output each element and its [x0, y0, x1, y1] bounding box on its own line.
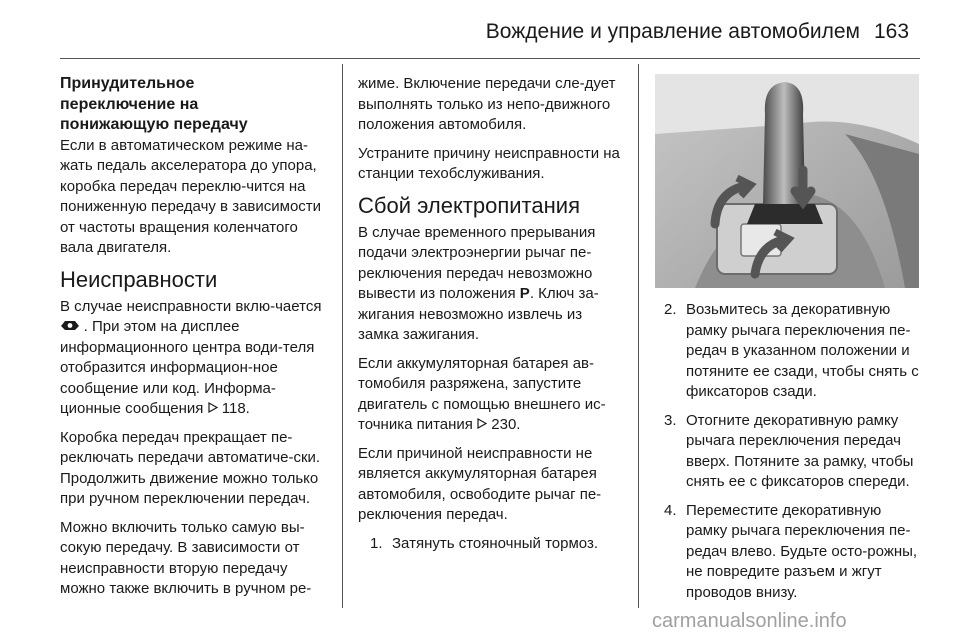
column-divider-1 — [342, 64, 343, 608]
heading-line: понижающую передачу — [60, 116, 248, 133]
text: В случае временного прерывания подачи электроэнергии рычаг пе-реключения передач невозможно вывести из положения — [358, 223, 596, 302]
list-text: Затянуть стояночный тормоз. — [392, 534, 599, 552]
list-number: 3. — [664, 411, 677, 429]
page-reference[interactable]: 118. — [221, 400, 250, 417]
paragraph: Устраните причину неисправности на станции техобслуживания. — [358, 144, 620, 182]
paragraph — [358, 354, 624, 436]
text: В случае неисправности вклю-чается — [60, 297, 322, 315]
list-number: 1. — [370, 534, 383, 552]
page-reference-icon — [477, 416, 487, 433]
gear-position-p: P — [519, 285, 530, 302]
list-item — [370, 534, 624, 555]
list-text: Переместите декоративную рамку рычага переключения пе-редач влево. Будьте осто-рожны, не повредите разъем и жгут проводов внизу. — [686, 501, 918, 601]
header-rule — [60, 58, 920, 59]
page-number: 163 — [874, 20, 910, 43]
paragraph — [60, 297, 326, 420]
list-item — [664, 300, 922, 403]
section-heading-kickdown — [60, 74, 326, 136]
list-number: 4. — [664, 501, 677, 519]
header-title: Вождение и управление автомобилем — [485, 20, 860, 43]
gearbox-warning-icon — [60, 319, 84, 334]
text: Если аккумуляторная батарея ав-томобиля разряжена, запустите двигатель с помощью внешнего ис-точника питания — [358, 354, 606, 433]
list-text: Возьмитесь за декоративную рамку рычага переключения пе-редач в указанном положении и потяните ее сзади, чтобы снять с фиксаторов сзади. — [686, 301, 919, 400]
heading-line: Принудительное — [60, 75, 195, 92]
text: . Ключ за-жигания невозможно извлечь из замка зажигания. — [358, 285, 599, 343]
paragraph: Если причиной неисправности не является аккумуляторная батарея автомобиля, освободите рычаг пе-реключения передач. — [358, 444, 602, 523]
text: . При этом на дисплее информационного центра води-теля отобразится информацион-ное сообщение или код. Информа-ционные сообщения — [60, 318, 315, 417]
column-3 — [664, 300, 922, 611]
paragraph: Можно включить только самую вы-сокую передачу. В зависимости от неисправности вторую передачу можно также включить в ручном ре- — [60, 518, 312, 597]
section-heading-power-failure: Сбой электропитания — [358, 192, 580, 218]
paragraph: Если в автоматическом режиме на-жать педаль акселератора до упора, коробка передач переклю-чится на пониженную передачу в зависимости от частоты вращения коленчатого вала двигателя. — [60, 136, 322, 256]
section-heading-faults: Неисправности — [60, 266, 218, 292]
column-1 — [60, 74, 326, 600]
page-reference[interactable]: 230. — [491, 416, 521, 433]
heading-line: переключение на — [60, 95, 199, 113]
list-text: Отогните декоративную рамку рычага переключения передач вверх. Потяните за рамку, чтобы снять ее с фиксаторов спереди. — [686, 411, 914, 490]
paragraph: Коробка передач прекращает пе-реключать передачи автоматиче-ски. Продолжить движение можно только при ручном переключении передач. — [60, 428, 321, 507]
list-item — [664, 501, 922, 604]
paragraph: жиме. Включение передачи сле-дует выполнять только из непо-движного положения автомобиля. — [358, 75, 616, 133]
gear-lever-photo — [655, 74, 919, 288]
paragraph — [358, 223, 624, 346]
column-divider-2 — [638, 64, 639, 608]
list-number: 2. — [664, 301, 677, 318]
column-2 — [358, 74, 624, 562]
watermark: carmanualsonline.info — [652, 610, 847, 632]
list-item — [664, 411, 922, 493]
page-reference-icon — [208, 400, 218, 417]
